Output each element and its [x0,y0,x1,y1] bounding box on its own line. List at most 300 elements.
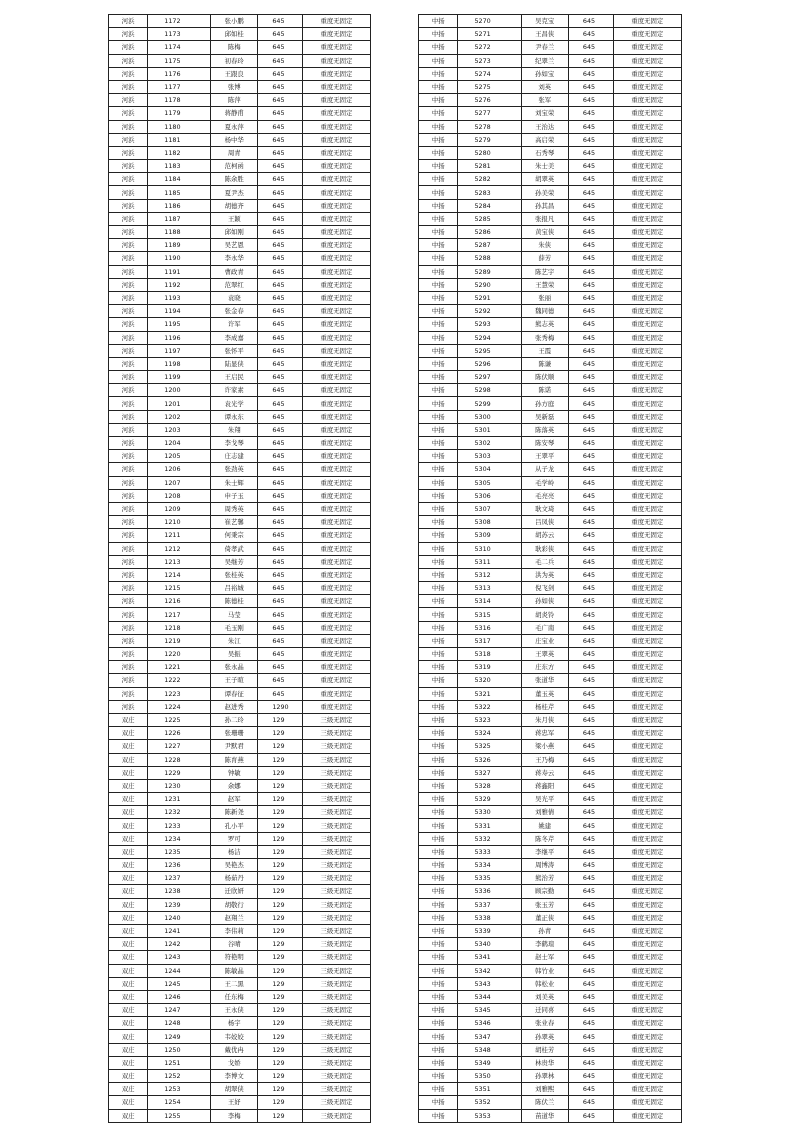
amount-cell: 645 [568,397,613,410]
level-cell: 重度无固定 [613,410,681,423]
region-cell: 中扬 [419,305,458,318]
amount-cell: 645 [258,318,303,331]
table-row [419,753,682,766]
table-row [109,1083,371,1096]
level-cell: 三级无固定 [302,832,370,845]
level-cell: 重度无固定 [613,160,681,173]
name-cell: 杨茹丹 [211,872,258,885]
table-row [419,28,682,41]
level-cell: 三级无固定 [302,1017,370,1030]
level-cell: 重度无固定 [613,173,681,186]
id-cell: 1183 [148,160,211,173]
level-cell: 重度无固定 [302,239,370,252]
name-cell: 吴光平 [521,793,568,806]
table-row [419,384,682,397]
table-row [109,199,371,212]
id-cell: 1245 [148,977,211,990]
amount-cell: 645 [568,212,613,225]
region-cell: 河浜 [109,265,148,278]
table-row [419,502,682,515]
region-cell: 中扬 [419,859,458,872]
level-cell: 重度无固定 [302,371,370,384]
region-cell: 河浜 [109,687,148,700]
level-cell: 三级无固定 [302,938,370,951]
level-cell: 重度无固定 [302,212,370,225]
id-cell: 5298 [458,384,521,397]
level-cell: 重度无固定 [302,318,370,331]
id-cell: 1194 [148,305,211,318]
amount-cell: 645 [258,674,303,687]
id-cell: 5321 [458,687,521,700]
table-row [419,648,682,661]
region-cell: 双庄 [109,727,148,740]
table-row [109,938,371,951]
name-cell: 陈伏顺 [521,371,568,384]
id-cell: 5286 [458,226,521,239]
region-cell: 河浜 [109,648,148,661]
level-cell: 重度无固定 [613,1017,681,1030]
name-cell: 李永华 [211,252,258,265]
table-row [109,173,371,186]
level-cell: 重度无固定 [302,173,370,186]
level-cell: 重度无固定 [613,54,681,67]
amount-cell: 645 [568,291,613,304]
id-cell: 5308 [458,516,521,529]
name-cell: 许家素 [211,384,258,397]
level-cell: 重度无固定 [302,41,370,54]
table-row [419,621,682,634]
name-cell: 陈艺宇 [521,265,568,278]
id-cell: 1251 [148,1056,211,1069]
level-cell: 重度无固定 [302,291,370,304]
level-cell: 三级无固定 [302,990,370,1003]
id-cell: 5306 [458,489,521,502]
region-cell: 中扬 [419,595,458,608]
region-cell: 河浜 [109,226,148,239]
region-cell: 双庄 [109,1083,148,1096]
level-cell: 重度无固定 [613,819,681,832]
level-cell: 重度无固定 [613,582,681,595]
level-cell: 重度无固定 [613,555,681,568]
table-row [419,173,682,186]
region-cell: 河浜 [109,107,148,120]
level-cell: 重度无固定 [613,489,681,502]
amount-cell: 645 [568,621,613,634]
table-row [109,1004,371,1017]
amount-cell: 645 [258,634,303,647]
region-cell: 中扬 [419,384,458,397]
table-row [109,239,371,252]
level-cell: 三级无固定 [302,766,370,779]
level-cell: 重度无固定 [613,423,681,436]
amount-cell: 645 [258,239,303,252]
amount-cell: 645 [258,331,303,344]
region-cell: 河浜 [109,674,148,687]
amount-cell: 645 [568,766,613,779]
level-cell: 重度无固定 [613,621,681,634]
table-row [109,568,371,581]
region-cell: 河浜 [109,463,148,476]
id-cell: 5281 [458,160,521,173]
region-cell: 中扬 [419,291,458,304]
amount-cell: 645 [568,1017,613,1030]
name-cell: 董玉英 [521,687,568,700]
amount-cell: 645 [568,661,613,674]
id-cell: 5284 [458,199,521,212]
level-cell: 三级无固定 [302,951,370,964]
id-cell: 5303 [458,450,521,463]
name-cell: 倪飞剑 [521,582,568,595]
region-cell: 双庄 [109,964,148,977]
level-cell: 重度无固定 [613,977,681,990]
region-cell: 河浜 [109,502,148,515]
level-cell: 重度无固定 [613,226,681,239]
id-cell: 1179 [148,107,211,120]
level-cell: 重度无固定 [613,1109,681,1122]
table-row [109,397,371,410]
table-row [109,819,371,832]
name-cell: 王启民 [211,371,258,384]
level-cell: 重度无固定 [613,371,681,384]
name-cell: 毛广南 [521,621,568,634]
level-cell: 三级无固定 [302,1109,370,1122]
region-cell: 双庄 [109,1109,148,1122]
table-row [109,1109,371,1122]
table-row [109,951,371,964]
level-cell: 重度无固定 [302,542,370,555]
table-row [109,872,371,885]
id-cell: 5336 [458,885,521,898]
id-cell: 5293 [458,318,521,331]
level-cell: 三级无固定 [302,1070,370,1083]
amount-cell: 129 [258,872,303,885]
name-cell: 张金春 [211,305,258,318]
amount-cell: 645 [258,199,303,212]
level-cell: 重度无固定 [613,397,681,410]
level-cell: 重度无固定 [613,318,681,331]
name-cell: 陈安琴 [521,437,568,450]
name-cell: 陈诺 [521,384,568,397]
id-cell: 5323 [458,713,521,726]
table-row [109,1017,371,1030]
amount-cell: 129 [258,1004,303,1017]
id-cell: 1232 [148,806,211,819]
table-row [419,542,682,555]
region-cell: 河浜 [109,15,148,28]
table-row [419,450,682,463]
amount-cell: 129 [258,766,303,779]
table-row [419,67,682,80]
table-row [109,331,371,344]
level-cell: 重度无固定 [302,437,370,450]
name-cell: 吴新磊 [521,410,568,423]
name-cell: 胡翠英 [521,173,568,186]
name-cell: 刘雅倩 [521,806,568,819]
id-cell: 1199 [148,371,211,384]
table-row [109,582,371,595]
region-cell: 中扬 [419,67,458,80]
region-cell: 双庄 [109,1030,148,1043]
id-cell: 5300 [458,410,521,423]
table-row [419,1083,682,1096]
table-row [109,516,371,529]
table-row [419,212,682,225]
table-row [419,265,682,278]
amount-cell: 645 [568,990,613,1003]
name-cell: 蒋忠军 [521,727,568,740]
amount-cell: 645 [258,437,303,450]
id-cell: 1180 [148,120,211,133]
level-cell: 重度无固定 [613,344,681,357]
name-cell: 崔艺馨 [211,516,258,529]
table-row [109,727,371,740]
table-row [419,146,682,159]
amount-cell: 129 [258,819,303,832]
id-cell: 1246 [148,990,211,1003]
name-cell: 胡德齐 [211,199,258,212]
right-table [418,14,682,1123]
level-cell: 重度无固定 [302,687,370,700]
region-cell: 中扬 [419,160,458,173]
table-row [109,80,371,93]
region-cell: 中扬 [419,1030,458,1043]
amount-cell: 645 [568,278,613,291]
name-cell: 张丽 [521,291,568,304]
name-cell: 熊治芳 [521,872,568,885]
level-cell: 重度无固定 [613,898,681,911]
id-cell: 1176 [148,67,211,80]
level-cell: 三级无固定 [302,713,370,726]
amount-cell: 645 [258,265,303,278]
region-cell: 中扬 [419,186,458,199]
level-cell: 重度无固定 [613,1056,681,1069]
amount-cell: 129 [258,1017,303,1030]
level-cell: 重度无固定 [613,265,681,278]
amount-cell: 645 [568,951,613,964]
amount-cell: 129 [258,1109,303,1122]
region-cell: 河浜 [109,555,148,568]
level-cell: 重度无固定 [302,278,370,291]
amount-cell: 645 [258,344,303,357]
id-cell: 5347 [458,1030,521,1043]
name-cell: 韩竹业 [521,964,568,977]
id-cell: 5314 [458,595,521,608]
level-cell: 重度无固定 [613,779,681,792]
region-cell: 中扬 [419,226,458,239]
id-cell: 1200 [148,384,211,397]
id-cell: 1244 [148,964,211,977]
name-cell: 吴克宝 [521,15,568,28]
level-cell: 三级无固定 [302,924,370,937]
id-cell: 1196 [148,331,211,344]
table-row [419,964,682,977]
name-cell: 毛学岭 [521,476,568,489]
region-cell: 中扬 [419,648,458,661]
name-cell: 从子龙 [521,463,568,476]
region-cell: 中扬 [419,793,458,806]
level-cell: 重度无固定 [613,357,681,370]
amount-cell: 645 [568,898,613,911]
region-cell: 河浜 [109,397,148,410]
table-row [109,120,371,133]
level-cell: 三级无固定 [302,977,370,990]
id-cell: 5302 [458,437,521,450]
level-cell: 重度无固定 [613,793,681,806]
id-cell: 1223 [148,687,211,700]
name-cell: 纪翠兰 [521,54,568,67]
table-row [109,845,371,858]
level-cell: 三级无固定 [302,1083,370,1096]
region-cell: 中扬 [419,608,458,621]
name-cell: 谭春征 [211,687,258,700]
level-cell: 三级无固定 [302,964,370,977]
region-cell: 中扬 [419,371,458,384]
region-cell: 河浜 [109,173,148,186]
name-cell: 庄宝业 [521,634,568,647]
amount-cell: 645 [568,502,613,515]
id-cell: 1177 [148,80,211,93]
id-cell: 5285 [458,212,521,225]
id-cell: 1175 [148,54,211,67]
name-cell: 陈新尧 [211,806,258,819]
region-cell: 中扬 [419,687,458,700]
id-cell: 5295 [458,344,521,357]
level-cell: 重度无固定 [613,740,681,753]
region-cell: 中扬 [419,753,458,766]
name-cell: 王二黑 [211,977,258,990]
amount-cell: 645 [258,542,303,555]
name-cell: 张报凡 [521,212,568,225]
id-cell: 5272 [458,41,521,54]
amount-cell: 645 [568,476,613,489]
id-cell: 1240 [148,911,211,924]
amount-cell: 645 [258,94,303,107]
table-row [419,397,682,410]
name-cell: 刘雅熙 [521,1083,568,1096]
level-cell: 三级无固定 [302,1030,370,1043]
name-cell: 蒋静甫 [211,107,258,120]
region-cell: 中扬 [419,80,458,93]
region-cell: 河浜 [109,278,148,291]
name-cell: 王慧荣 [521,278,568,291]
id-cell: 5275 [458,80,521,93]
name-cell: 张秀梅 [521,331,568,344]
level-cell: 重度无固定 [613,859,681,872]
region-cell: 双庄 [109,885,148,898]
name-cell: 张小鹏 [211,15,258,28]
level-cell: 重度无固定 [613,753,681,766]
level-cell: 重度无固定 [613,107,681,120]
level-cell: 重度无固定 [613,806,681,819]
table-row [109,621,371,634]
region-cell: 中扬 [419,1056,458,1069]
level-cell: 三级无固定 [302,779,370,792]
name-cell: 王翠平 [521,450,568,463]
region-cell: 中扬 [419,489,458,502]
region-cell: 中扬 [419,120,458,133]
table-row [419,766,682,779]
id-cell: 5341 [458,951,521,964]
name-cell: 谭永东 [211,410,258,423]
amount-cell: 645 [568,344,613,357]
amount-cell: 645 [568,516,613,529]
id-cell: 1224 [148,700,211,713]
region-cell: 双庄 [109,793,148,806]
id-cell: 1191 [148,265,211,278]
region-cell: 双庄 [109,1043,148,1056]
id-cell: 5331 [458,819,521,832]
name-cell: 陈萍 [211,94,258,107]
level-cell: 重度无固定 [613,252,681,265]
region-cell: 双庄 [109,832,148,845]
id-cell: 5288 [458,252,521,265]
name-cell: 陈敏晶 [211,964,258,977]
table-row [109,898,371,911]
id-cell: 1182 [148,146,211,159]
amount-cell: 645 [258,529,303,542]
level-cell: 重度无固定 [613,713,681,726]
name-cell: 孙如侠 [521,595,568,608]
level-cell: 重度无固定 [613,476,681,489]
level-cell: 重度无固定 [613,384,681,397]
table-row [419,740,682,753]
region-cell: 河浜 [109,568,148,581]
level-cell: 重度无固定 [302,133,370,146]
region-cell: 中扬 [419,964,458,977]
region-cell: 河浜 [109,661,148,674]
name-cell: 申子玉 [211,489,258,502]
region-cell: 中扬 [419,41,458,54]
amount-cell: 129 [258,911,303,924]
region-cell: 河浜 [109,239,148,252]
amount-cell: 645 [568,265,613,278]
level-cell: 三级无固定 [302,793,370,806]
table-row [109,67,371,80]
name-cell: 杨洁 [211,845,258,858]
amount-cell: 645 [568,54,613,67]
id-cell: 5287 [458,239,521,252]
table-row [419,568,682,581]
name-cell: 李梅 [211,1109,258,1122]
name-cell: 朱侠 [521,239,568,252]
id-cell: 1233 [148,819,211,832]
amount-cell: 645 [258,516,303,529]
level-cell: 三级无固定 [302,885,370,898]
table-row [109,964,371,977]
id-cell: 1252 [148,1070,211,1083]
amount-cell: 645 [258,28,303,41]
amount-cell: 645 [568,252,613,265]
name-cell: 李成嘉 [211,331,258,344]
id-cell: 1174 [148,41,211,54]
amount-cell: 129 [258,727,303,740]
level-cell: 重度无固定 [302,582,370,595]
name-cell: 张业春 [521,1017,568,1030]
table-row [109,885,371,898]
name-cell: 钟敏 [211,766,258,779]
level-cell: 三级无固定 [302,859,370,872]
name-cell: 高启荣 [521,133,568,146]
id-cell: 1186 [148,199,211,212]
name-cell: 陈余胜 [211,173,258,186]
name-cell: 孙美荣 [521,186,568,199]
region-cell: 中扬 [419,1017,458,1030]
level-cell: 三级无固定 [302,1004,370,1017]
name-cell: 李伟莉 [211,924,258,937]
region-cell: 河浜 [109,608,148,621]
id-cell: 5316 [458,621,521,634]
name-cell: 陆显侠 [211,357,258,370]
